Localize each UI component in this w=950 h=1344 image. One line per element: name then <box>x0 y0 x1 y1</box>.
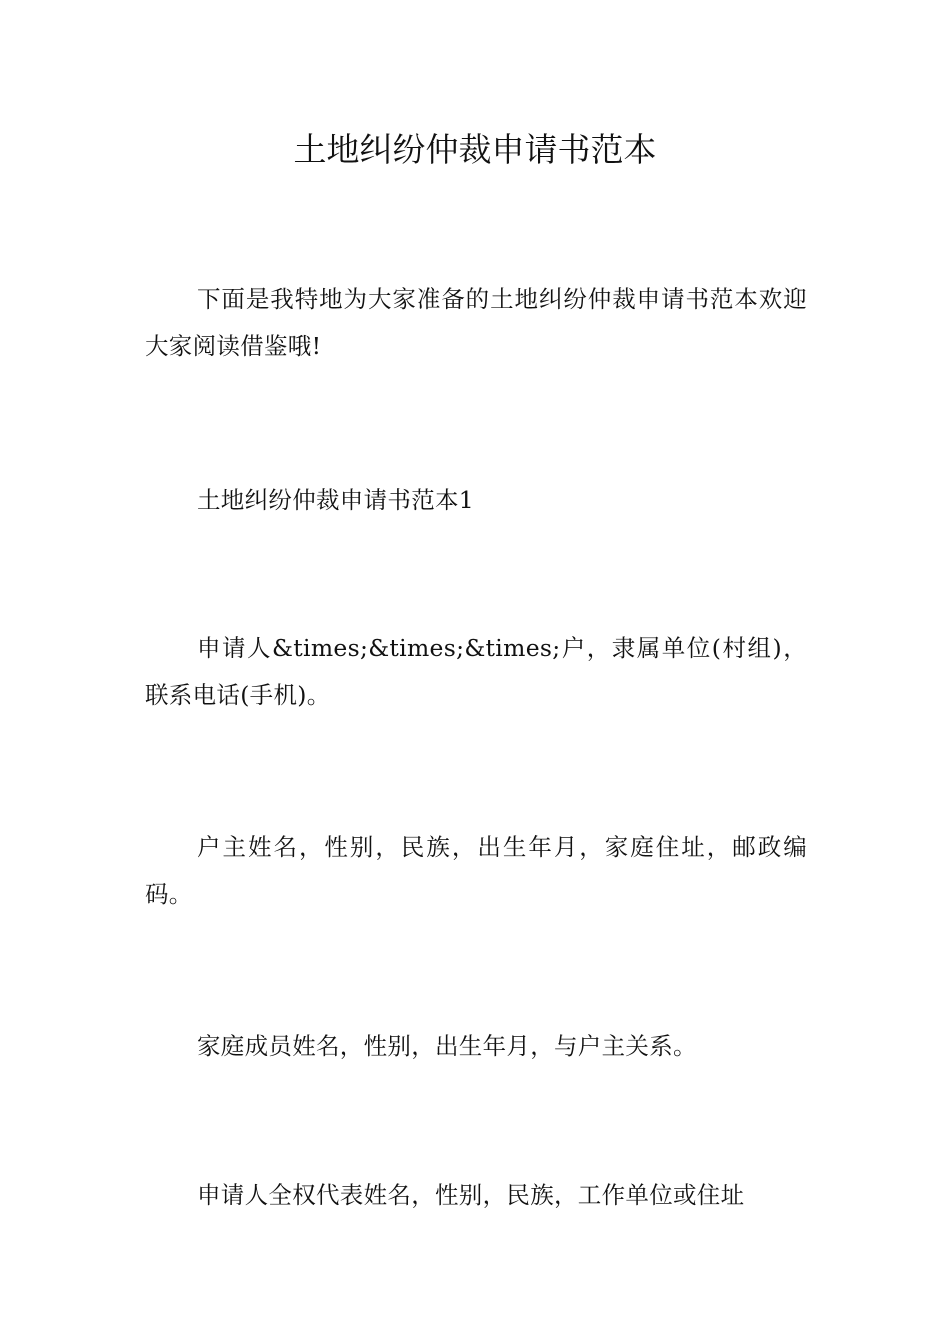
representative-paragraph: 申请人全权代表姓名，性别，民族，工作单位或住址 <box>197 1181 745 1209</box>
householder-paragraph: 户主姓名，性别，民族，出生年月，家庭住址，邮政编码。 <box>145 833 807 908</box>
family-members-paragraph: 家庭成员姓名，性别，出生年月，与户主关系。 <box>197 1032 697 1060</box>
applicant-paragraph: 申请人&times;&times;&times;户，隶属单位(村组)，联系电话(手机)。 <box>145 634 807 709</box>
intro-paragraph: 下面是我特地为大家准备的土地纠纷仲裁申请书范本欢迎大家阅读借鉴哦! <box>145 285 807 360</box>
document-title: 土地纠纷仲裁申请书范本 <box>293 130 657 169</box>
section-heading: 土地纠纷仲裁申请书范本1 <box>197 486 475 514</box>
